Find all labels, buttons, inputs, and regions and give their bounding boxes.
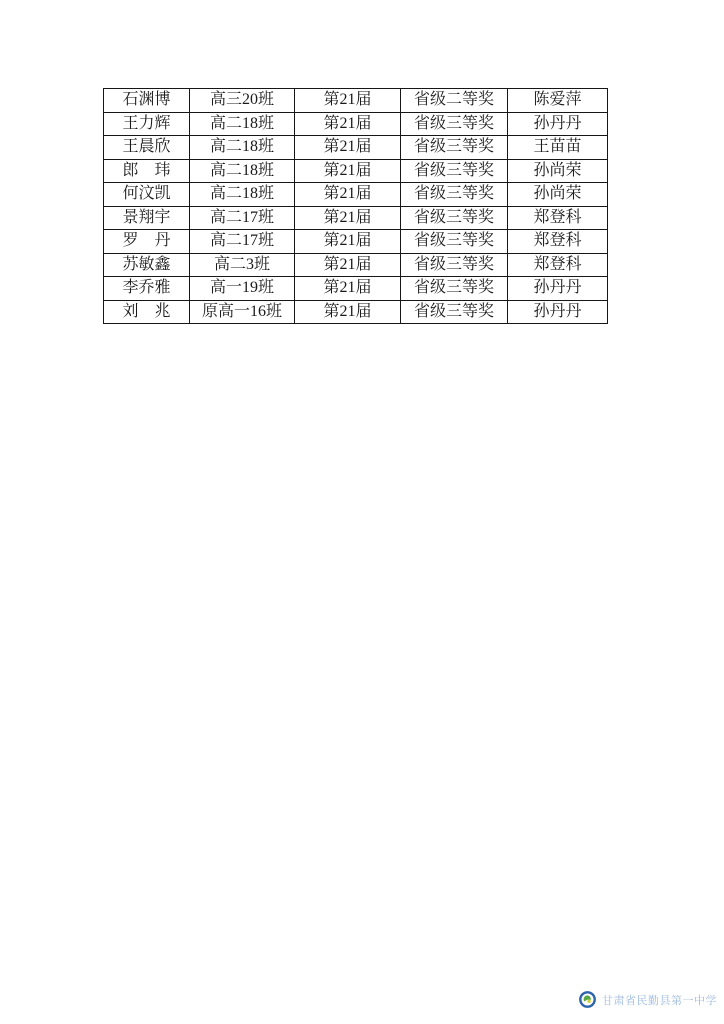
- award-level-cell: 省级三等奖: [401, 277, 508, 301]
- student-name-cell: 王晨欣: [104, 136, 190, 160]
- teacher-cell: 郑登科: [508, 230, 608, 254]
- awards-table: [103, 88, 608, 324]
- student-name-cell: 景翔宇: [104, 206, 190, 230]
- award-level-cell: 省级三等奖: [401, 112, 508, 136]
- class-cell: 高二17班: [190, 206, 295, 230]
- teacher-cell: 郑登科: [508, 253, 608, 277]
- session-cell: 第21届: [295, 183, 401, 207]
- award-level-cell: 省级三等奖: [401, 159, 508, 183]
- teacher-cell: 孙丹丹: [508, 277, 608, 301]
- session-cell: 第21届: [295, 136, 401, 160]
- award-level-cell: 省级三等奖: [401, 230, 508, 254]
- student-name-cell: 苏敏鑫: [104, 253, 190, 277]
- session-cell: 第21届: [295, 300, 401, 324]
- table-row: [104, 300, 608, 324]
- class-cell: 高二18班: [190, 159, 295, 183]
- award-level-cell: 省级二等奖: [401, 89, 508, 113]
- award-level-cell: 省级三等奖: [401, 253, 508, 277]
- student-name-cell: 李乔雅: [104, 277, 190, 301]
- teacher-cell: 孙尚荣: [508, 183, 608, 207]
- watermark-text: 甘肃省民勤县第一中学: [602, 994, 717, 1007]
- class-cell: 高二18班: [190, 112, 295, 136]
- class-cell: 高二3班: [190, 253, 295, 277]
- session-cell: 第21届: [295, 277, 401, 301]
- table-row: [104, 206, 608, 230]
- session-cell: 第21届: [295, 89, 401, 113]
- teacher-cell: 孙丹丹: [508, 300, 608, 324]
- award-level-cell: 省级三等奖: [401, 300, 508, 324]
- teacher-cell: 陈爱萍: [508, 89, 608, 113]
- table-row: [104, 277, 608, 301]
- class-cell: 高一19班: [190, 277, 295, 301]
- student-name-cell: 郎 玮: [104, 159, 190, 183]
- award-level-cell: 省级三等奖: [401, 183, 508, 207]
- student-name-cell: 罗 丹: [104, 230, 190, 254]
- table-row: [104, 159, 608, 183]
- student-name-cell: 石渊博: [104, 89, 190, 113]
- award-level-cell: 省级三等奖: [401, 136, 508, 160]
- session-cell: 第21届: [295, 206, 401, 230]
- class-cell: 高三20班: [190, 89, 295, 113]
- teacher-cell: 郑登科: [508, 206, 608, 230]
- award-level-cell: 省级三等奖: [401, 206, 508, 230]
- class-cell: 高二18班: [190, 183, 295, 207]
- student-name-cell: 何汶凯: [104, 183, 190, 207]
- footer-watermark: [579, 991, 717, 1008]
- teacher-cell: 孙丹丹: [508, 112, 608, 136]
- table-row: [104, 183, 608, 207]
- table-row: [104, 89, 608, 113]
- teacher-cell: 王苗苗: [508, 136, 608, 160]
- class-cell: 原高一16班: [190, 300, 295, 324]
- table-row: [104, 136, 608, 160]
- table-row: [104, 230, 608, 254]
- class-cell: 高二18班: [190, 136, 295, 160]
- session-cell: 第21届: [295, 112, 401, 136]
- teacher-cell: 孙尚荣: [508, 159, 608, 183]
- student-name-cell: 王力辉: [104, 112, 190, 136]
- table-row: [104, 253, 608, 277]
- session-cell: 第21届: [295, 159, 401, 183]
- student-name-cell: 刘 兆: [104, 300, 190, 324]
- table-row: [104, 112, 608, 136]
- session-cell: 第21届: [295, 230, 401, 254]
- session-cell: 第21届: [295, 253, 401, 277]
- class-cell: 高二17班: [190, 230, 295, 254]
- school-logo-icon: [579, 991, 596, 1008]
